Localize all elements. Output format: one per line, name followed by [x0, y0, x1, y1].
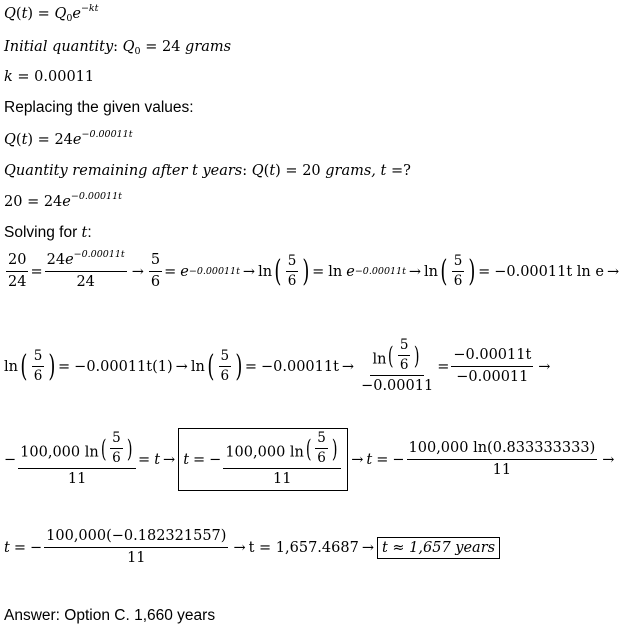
formula-substituted: $Q(t) = 24e^{-0.00011t}$: [4, 129, 133, 148]
fraction-20-24: $\frac{20}{24}$: [8, 252, 27, 290]
fraction-24e-24: $\frac{24e^{-0.00011t}}{24}$: [46, 249, 125, 290]
boxed-expression: t = − 100,000 ln ( $\frac{5}{6}$ ) 11: [178, 428, 348, 491]
solution-step-4: t = − $\frac{100,000(-0.182321557)}{11}$ → t = 1,657.4687 → t ≈ 1,657 years: [4, 528, 500, 567]
solution-step-1: $\frac{20}{24}$ = $\frac{24e^{-0.00011t}}{24}$ → $\frac{5}{6}$ = e −0.00011t → ln ( $\frac{5}{6}$ ) = ln e −0.00011t → ln ( $\frac{5}{6}$ ) = −0.00011t ln e →: [8, 249, 620, 290]
k-value-line: k = 0.00011: [4, 69, 95, 85]
solution-step-3: − 100,000 ln ( $\frac{5}{6}$ ) 11 = t → t = − 100,000 ln ( $\frac{5}{6}$ ) 11 → t = − $\frac{100,000 \ln(0.833333333)}{11}$ →: [4, 428, 617, 491]
fraction-5-6: $\frac{5}{6}$: [150, 252, 161, 290]
formula-general: $Q(t) = Q_0e^{-kt}$: [4, 3, 99, 24]
quantity-remaining-line: Quantity remaining after t years: Q(t) = 20 grams, t =?: [4, 163, 411, 179]
solving-text: Solving for t:: [4, 224, 92, 241]
answer-text: Answer: Option C. 1,660 years: [4, 607, 216, 624]
initial-quantity-line: Initial quantity: $Q_0 = 24$ grams: [4, 39, 232, 57]
replacing-text: Replacing the given values:: [4, 99, 194, 116]
equation-to-solve: $20 = 24e^{-0.00011t}$: [4, 191, 122, 210]
solution-step-2: ln ( $\frac{5}{6}$ ) = −0.00011t(1) → ln ( $\frac{5}{6}$ ) = −0.00011t → ln ( $\frac{5}{6}$ ) −0.00011 = $\frac{-0.00011t}{-0.00011}$ →: [4, 337, 551, 394]
final-answer-box: t ≈ 1,657 years: [377, 537, 500, 559]
